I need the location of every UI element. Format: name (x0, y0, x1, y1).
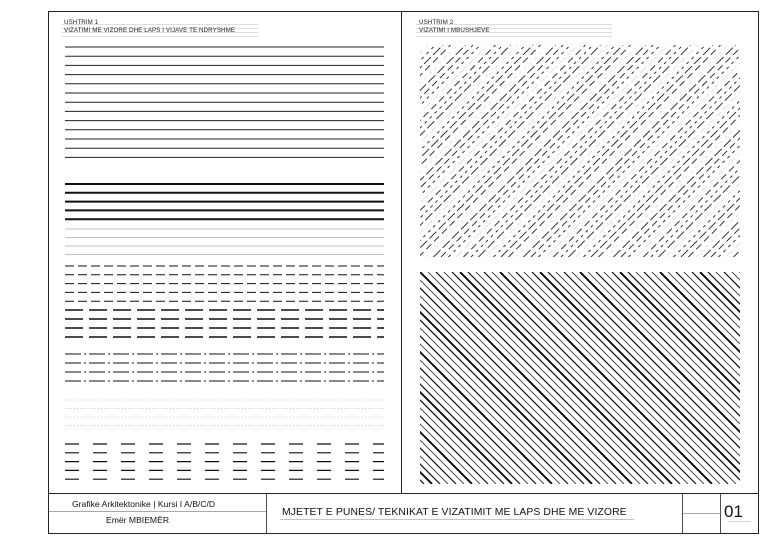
hatch-line-dashed (546, 45, 758, 257)
hatch-line-solid (692, 272, 768, 484)
hatch-line-dashed (486, 45, 698, 257)
hatch-line-dashed (426, 45, 638, 257)
hatch-line-dashed (696, 45, 768, 257)
hatch-line-dashed (734, 45, 768, 257)
hatch-line-dashed (591, 45, 768, 257)
hatch-line-dashed (644, 45, 768, 257)
hatch-line-dashed (726, 45, 768, 257)
hatch-line-dashed (291, 45, 503, 257)
hatch-line-dashed (464, 45, 676, 257)
hatch-line-dashed (284, 45, 496, 257)
hatch-line-solid (236, 272, 448, 484)
hatch-line-dashed (621, 45, 768, 257)
hatch-line-solid (220, 272, 432, 484)
hatch-line-dashed (336, 45, 548, 257)
hatch-line-dashed (389, 45, 601, 257)
hatch-line-dashed (216, 45, 428, 257)
hatch-line-solid (196, 272, 408, 484)
hatch-line-dashed (434, 45, 646, 257)
hatch-line-solid (420, 272, 632, 484)
hatch-line-solid (316, 272, 528, 484)
hatch-line-dashed (269, 45, 481, 257)
hatch-line-solid (540, 272, 752, 484)
hatch-line-dashed (509, 45, 721, 257)
hatch-line-dashed (681, 45, 768, 257)
hatch-line-solid (388, 272, 600, 484)
hatch-line-dashed (516, 45, 728, 257)
exercise-2-title: VIZATIMI I MBUSHJEVE (419, 27, 490, 34)
hatch-line-dashed (351, 45, 563, 257)
hatch-line-dashed (599, 45, 768, 257)
hatch-line-solid (268, 272, 480, 484)
hatch-line-dashed (411, 45, 623, 257)
exercise-1-title: VIZATIMI ME VIZORE DHE LAPS I VIJAVE TE NDRYSHME (64, 27, 236, 34)
hatch-line-solid (300, 272, 512, 484)
hatch-line-solid (364, 272, 576, 484)
hatch-line-solid (460, 272, 672, 484)
hatch-line-dashed (231, 45, 443, 257)
hatch-line-solid (676, 272, 768, 484)
hatch-line-dashed (254, 45, 466, 257)
sheet-title: MJETET E PUNES/ TEKNIKAT E VIZATIMIT ME LAPS DHE ME VIZORE (282, 507, 627, 518)
hatch-line-solid (372, 272, 584, 484)
solid-hatch-panel (180, 272, 768, 484)
hatch-line-solid (468, 272, 680, 484)
hatch-line-solid (452, 272, 664, 484)
hatch-line-dashed (404, 45, 616, 257)
hatch-line-solid (516, 272, 728, 484)
hatch-line-solid (292, 272, 504, 484)
hatch-line-dashed (441, 45, 653, 257)
hatch-line-solid (556, 272, 768, 484)
hatch-line-dashed (276, 45, 488, 257)
exercise-1-number: USHTRIM 1 (64, 19, 99, 26)
hatch-line-solid (204, 272, 416, 484)
hatch-line-dashed (344, 45, 556, 257)
hatch-line-solid (308, 272, 520, 484)
hatch-line-solid (492, 272, 704, 484)
hatch-line-solid (508, 272, 720, 484)
hatch-line-dashed (501, 45, 713, 257)
hatch-line-solid (228, 272, 440, 484)
hatch-line-solid (732, 272, 768, 484)
exercise-2-number: USHTRIM 2 (419, 19, 454, 26)
dashed-hatch-panel (216, 45, 768, 257)
hatch-line-dashed (224, 45, 436, 257)
hatch-line-solid (396, 272, 608, 484)
hatch-line-solid (188, 272, 400, 484)
hatch-line-dashed (689, 45, 768, 257)
hatch-line-dashed (456, 45, 668, 257)
hatch-line-solid (748, 272, 768, 484)
hatch-line-solid (180, 272, 392, 484)
hatch-line-dashed (419, 45, 631, 257)
hatch-line-solid (428, 272, 640, 484)
hatch-line-dashed (321, 45, 533, 257)
hatch-line-solid (356, 272, 568, 484)
hatch-line-solid (756, 272, 768, 484)
hatch-line-dashed (329, 45, 541, 257)
course-label: Grafike Arkitektonike | Kursi I A/B/C/D (72, 499, 216, 509)
hatch-line-solid (340, 272, 552, 484)
hatch-line-solid (564, 272, 768, 484)
hatch-line-dashed (366, 45, 578, 257)
hatch-line-dashed (539, 45, 751, 257)
hatch-line-dashed (524, 45, 736, 257)
hatch-line-dashed (479, 45, 691, 257)
hatch-line-solid (532, 272, 744, 484)
hatch-line-solid (524, 272, 736, 484)
hatch-line-solid (644, 272, 768, 484)
hatch-line-solid (212, 272, 424, 484)
hatch-line-dashed (531, 45, 743, 257)
hatch-line-dashed (471, 45, 683, 257)
hatch-line-dashed (306, 45, 518, 257)
hatch-line-dashed (636, 45, 768, 257)
hatch-line-dashed (261, 45, 473, 257)
hatch-line-solid (332, 272, 544, 484)
hatch-line-dashed (239, 45, 451, 257)
hatch-line-dashed (494, 45, 706, 257)
hatch-line-dashed (314, 45, 526, 257)
hatch-line-dashed (381, 45, 593, 257)
hatch-line-dashed (449, 45, 661, 257)
hatch-line-solid (380, 272, 592, 484)
hatch-line-dashed (359, 45, 571, 257)
hatch-line-solid (740, 272, 768, 484)
hatch-line-solid (324, 272, 536, 484)
hatch-line-solid (404, 272, 616, 484)
hatch-line-solid (764, 272, 768, 484)
hatch-line-solid (708, 272, 768, 484)
hatch-line-dashed (299, 45, 511, 257)
hatch-line-solid (500, 272, 712, 484)
student-name: Emër MBIEMËR (106, 515, 170, 525)
hatch-line-dashed (374, 45, 586, 257)
hatch-line-solid (252, 272, 464, 484)
hatch-line-solid (444, 272, 656, 484)
hatch-line-solid (260, 272, 472, 484)
hatch-line-dashed (629, 45, 768, 257)
hatch-line-solid (348, 272, 560, 484)
hatch-line-dashed (246, 45, 458, 257)
hatch-line-solid (412, 272, 624, 484)
hatch-line-dashed (554, 45, 766, 257)
hatch-line-solid (276, 272, 488, 484)
hatch-line-solid (436, 272, 648, 484)
hatch-line-solid (476, 272, 688, 484)
hatch-line-dashed (651, 45, 768, 257)
hatch-line-solid (484, 272, 696, 484)
hatch-line-dashed (396, 45, 608, 257)
sheet-number: 01 (724, 502, 743, 521)
hatch-line-solid (284, 272, 496, 484)
hatch-line-dashed (576, 45, 768, 257)
hatch-line-solid (548, 272, 760, 484)
hatch-line-solid (244, 272, 456, 484)
